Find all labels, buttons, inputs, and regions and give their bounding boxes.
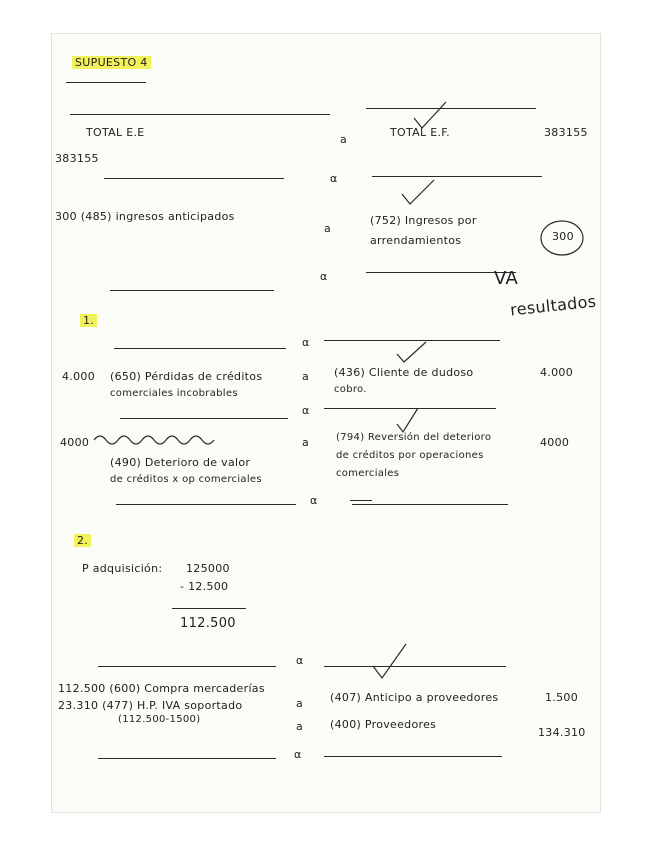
checkmark-icon	[398, 178, 438, 208]
journal-rule	[98, 758, 276, 759]
adquisicion-value2: - 12.500	[180, 580, 229, 593]
compra-line1: 112.500 (600) Compra mercaderías	[58, 682, 265, 695]
journal-rule	[120, 418, 288, 419]
journal-rule	[70, 114, 330, 115]
adquisicion-result: 112.500	[180, 616, 236, 631]
checkmark-icon	[394, 340, 430, 366]
total-ee-label: TOTAL E.E	[86, 126, 145, 139]
reversion-line2: de créditos por operaciones	[336, 450, 484, 461]
entry-separator: a	[296, 697, 304, 710]
journal-rule	[350, 500, 372, 501]
entry-separator-alpha: α	[302, 336, 310, 349]
entry-separator-alpha: α	[302, 404, 310, 417]
title-highlight: SUPUESTO 4	[72, 56, 151, 69]
journal-rule	[352, 504, 508, 505]
deterioro-line1: (490) Deterioro de valor	[110, 456, 251, 469]
entry-separator-alpha: α	[320, 270, 328, 283]
dudoso-cobro-line2: cobro.	[334, 384, 367, 395]
journal-rule	[324, 756, 502, 757]
total-ef-amount: 383155	[544, 126, 588, 139]
deterioro-line2: de créditos x op comerciales	[110, 474, 262, 485]
journal-rule	[372, 176, 542, 177]
adquisicion-value1: 125000	[186, 562, 230, 575]
section-1-highlight: 1.	[80, 314, 97, 327]
scribble-mark	[92, 432, 222, 446]
section-2-label	[74, 534, 91, 547]
total-ef-label: TOTAL E.F.	[390, 126, 450, 139]
page-title	[72, 56, 151, 69]
journal-rule	[324, 666, 506, 667]
ingresos-arrendamientos-line2: arrendamientos	[370, 234, 462, 247]
journal-rule	[104, 178, 284, 179]
entry-separator-alpha: α	[294, 748, 302, 761]
dudoso-cobro-line1: (436) Cliente de dudoso	[334, 366, 474, 379]
title-underline	[66, 82, 146, 83]
entry-separator: a	[340, 133, 348, 146]
entry-separator: a	[302, 370, 310, 383]
proveedores: (400) Proveedores	[330, 718, 437, 731]
sum-rule	[172, 608, 246, 609]
checkmark-icon	[410, 100, 450, 132]
entry-separator: a	[324, 222, 332, 235]
compra-line2: 23.310 (477) H.P. IVA soportado	[58, 699, 243, 712]
section-2-highlight: 2.	[74, 534, 91, 547]
notebook-page	[52, 34, 600, 812]
journal-rule	[114, 348, 286, 349]
perdidas-line2: comerciales incobrables	[110, 388, 238, 399]
perdidas-line1: (650) Pérdidas de créditos	[110, 370, 263, 383]
entry-separator: a	[296, 720, 304, 733]
va-annotation: VA	[494, 268, 519, 289]
resultados-annotation: resultados	[509, 291, 598, 320]
ingresos-anticipados: 300 (485) ingresos anticipados	[55, 210, 235, 223]
anticipo-amount: 1.500	[545, 691, 578, 704]
compra-line3: (112.500-1500)	[118, 714, 201, 725]
checkmark-icon	[370, 642, 410, 682]
perdidas-amount: 4.000	[62, 370, 95, 383]
entry-separator-alpha: α	[296, 654, 304, 667]
total-ee-amount: 383155	[55, 152, 99, 165]
anticipo-proveedores: (407) Anticipo a proveedores	[330, 691, 499, 704]
reversion-line3: comerciales	[336, 468, 400, 479]
reversion-left-amount: 4000	[60, 436, 90, 449]
entry-separator-alpha: α	[310, 494, 318, 507]
journal-rule	[98, 666, 276, 667]
dudoso-cobro-amount: 4.000	[540, 366, 573, 379]
reversion-right-amount: 4000	[540, 436, 570, 449]
ingresos-arrendamientos-line1: (752) Ingresos por	[370, 214, 477, 227]
journal-rule	[366, 108, 536, 109]
entry-separator: a	[302, 436, 310, 449]
reversion-line1: (794) Reversión del deterioro	[336, 432, 492, 443]
circled-amount: 300	[552, 230, 574, 243]
entry-separator-alpha: α	[330, 172, 338, 185]
adquisicion-label: P adquisición:	[82, 562, 163, 575]
section-1-label	[80, 314, 97, 327]
proveedores-amount: 134.310	[538, 726, 586, 739]
journal-rule	[116, 504, 296, 505]
journal-rule	[110, 290, 274, 291]
